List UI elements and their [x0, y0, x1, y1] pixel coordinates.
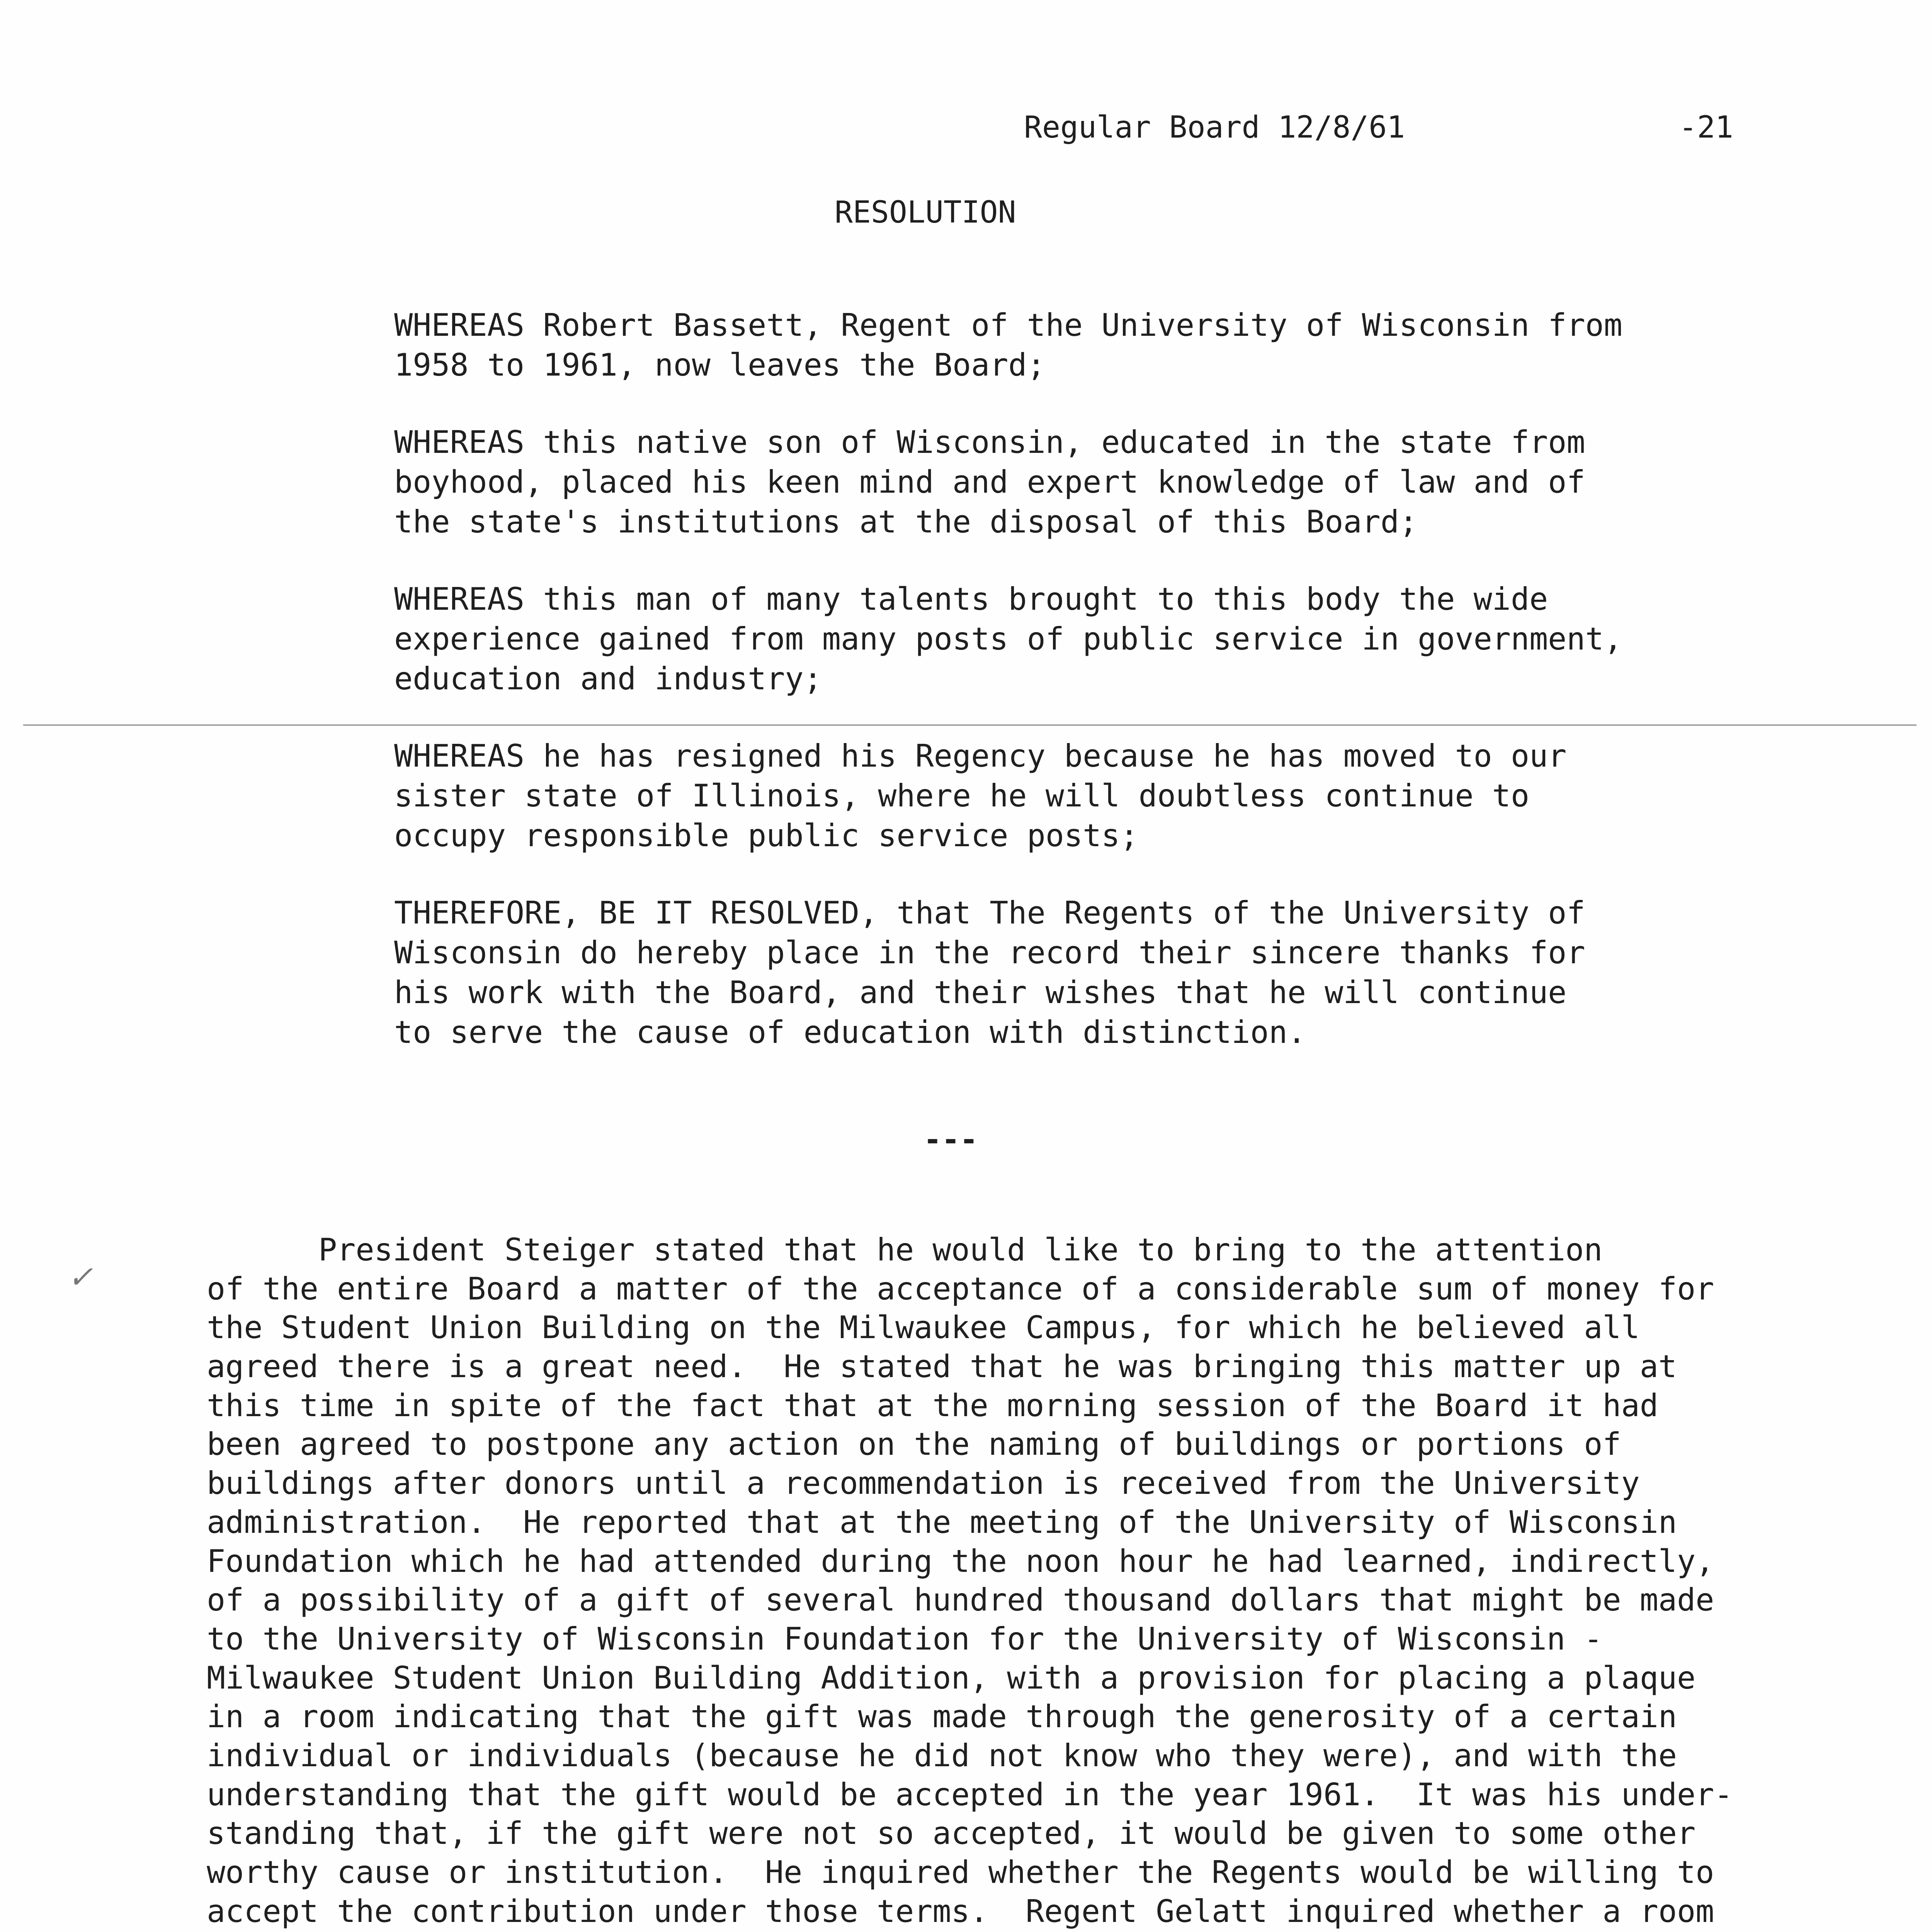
- body-line: individual or individuals (because he did not know who they were), and with the: [207, 1737, 1677, 1774]
- body-line: the Student Union Building on the Milwaukee Campus, for which he believed all: [207, 1310, 1640, 1346]
- resolution-line: WHEREAS this man of many talents brought to this body the wide: [394, 581, 1548, 617]
- resolution-line: occupy responsible public service posts;: [394, 818, 1139, 854]
- resolution-line: THEREFORE, BE IT RESOLVED, that The Regents of the University of: [394, 895, 1585, 931]
- resolution-line: experience gained from many posts of public service in government,: [394, 621, 1622, 657]
- resolution-line: boyhood, placed his keen mind and expert knowledge of law and of: [394, 464, 1585, 500]
- body-line: to the University of Wisconsin Foundation for the University of Wisconsin -: [207, 1621, 1603, 1657]
- body-line: agreed there is a great need. He stated that he was bringing this matter up at: [207, 1349, 1677, 1385]
- resolution-line: to serve the cause of education with distinction.: [394, 1014, 1306, 1050]
- resolution-paragraph: [394, 893, 1708, 1052]
- resolution-line: WHEREAS Robert Bassett, Regent of the University of Wisconsin from: [394, 307, 1622, 343]
- resolution-line: the state's institutions at the disposal of this Board;: [394, 504, 1418, 540]
- resolution-paragraph: [394, 579, 1708, 699]
- body-line: in a room indicating that the gift was made through the generosity of a certain: [207, 1699, 1677, 1735]
- resolution-line: sister state of Illinois, where he will doubtless continue to: [394, 778, 1530, 814]
- resolution-line: WHEREAS this native son of Wisconsin, educated in the state from: [394, 424, 1585, 460]
- body-line: accept the contribution under those terms. Regent Gelatt inquired whether a room: [207, 1893, 1714, 1929]
- body-line: worthy cause or institution. He inquired whether the Regents would be willing to: [207, 1854, 1714, 1890]
- resolution-block: [394, 305, 1708, 1090]
- resolution-line: 1958 to 1961, now leaves the Board;: [394, 347, 1046, 383]
- resolution-title: RESOLUTION: [835, 195, 1016, 230]
- resolution-line: his work with the Board, and their wishes that he will continue: [394, 975, 1567, 1010]
- resolution-paragraph: [394, 422, 1708, 542]
- resolution-line: education and industry;: [394, 661, 822, 697]
- body-line: of a possibility of a gift of several hundred thousand dollars that might be made: [207, 1582, 1714, 1618]
- horizontal-rule: [23, 724, 1917, 726]
- resolution-paragraph: [394, 305, 1708, 385]
- body-line: of the entire Board a matter of the acceptance of a considerable sum of money for: [207, 1270, 1714, 1307]
- body-line: understanding that the gift would be accepted in the year 1961. It was his under-: [207, 1776, 1733, 1813]
- body-line: standing that, if the gift were not so accepted, it would be given to some other: [207, 1815, 1696, 1852]
- section-separator: ---: [923, 1122, 978, 1157]
- resolution-line: Wisconsin do hereby place in the record their sincere thanks for: [394, 935, 1585, 971]
- body-line: Foundation which he had attended during the noon hour he had learned, indirectly,: [207, 1543, 1714, 1579]
- minutes-body: [207, 1231, 1791, 1932]
- page-header-board-date: Regular Board 12/8/61: [1024, 110, 1405, 145]
- resolution-paragraph: [394, 736, 1708, 855]
- checkmark-icon: ✓: [70, 1256, 91, 1296]
- body-line: Milwaukee Student Union Building Addition, with a provision for placing a plaque: [207, 1660, 1696, 1696]
- page-header-number: -21: [1679, 110, 1733, 145]
- body-line: this time in spite of the fact that at the morning session of the Board it had: [207, 1387, 1658, 1423]
- resolution-line: WHEREAS he has resigned his Regency because he has moved to our: [394, 738, 1567, 774]
- body-line: administration. He reported that at the meeting of the University of Wisconsin: [207, 1504, 1677, 1540]
- body-line: President Steiger stated that he would like to bring to the attention: [207, 1232, 1603, 1268]
- body-line: been agreed to postpone any action on the naming of buildings or portions of: [207, 1426, 1621, 1463]
- body-line: buildings after donors until a recommendation is received from the University: [207, 1465, 1640, 1502]
